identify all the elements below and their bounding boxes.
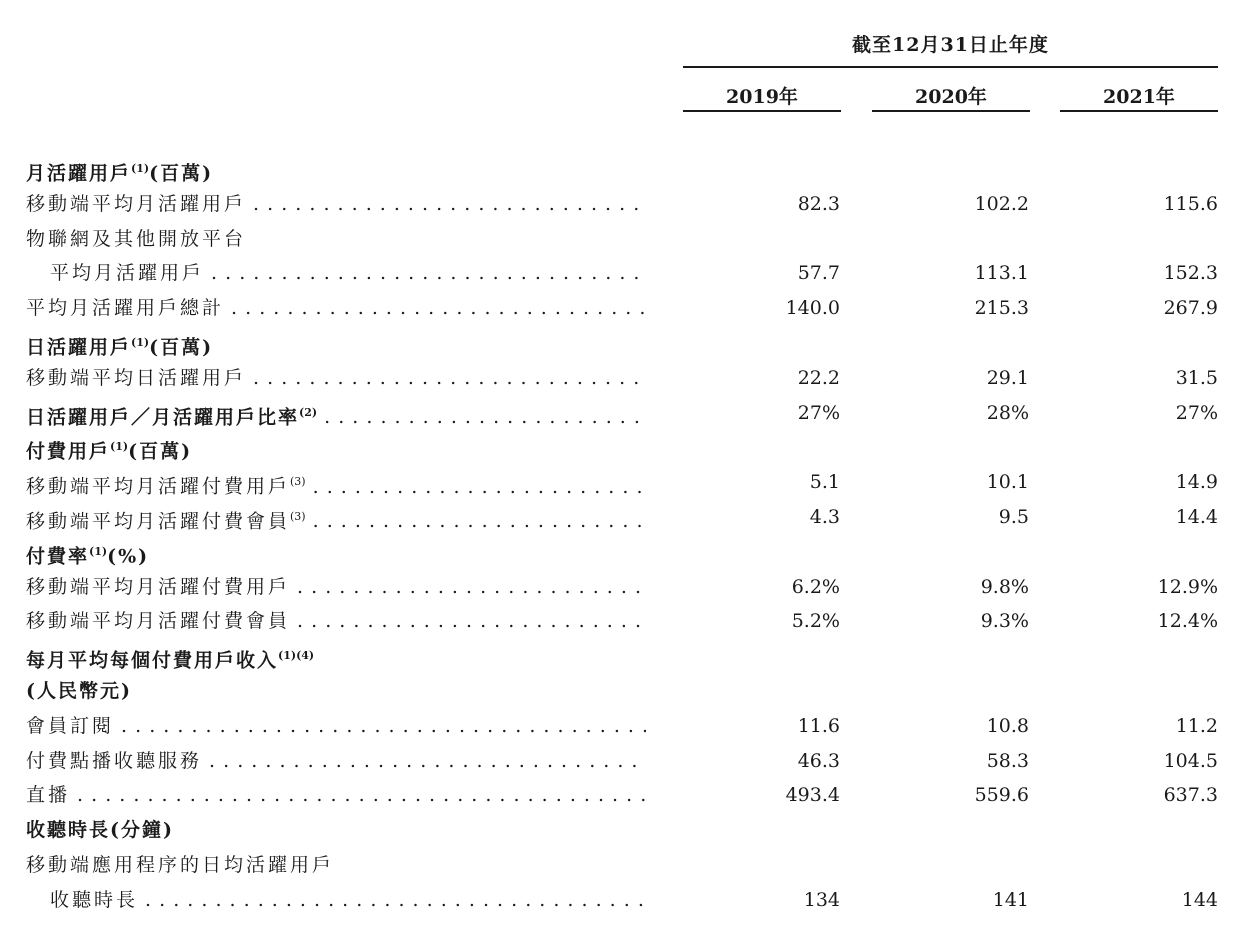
- section-header-row: [0, 152, 1248, 186]
- value-cell-2020年: 28%: [986, 401, 1029, 424]
- table-row: [0, 604, 1248, 638]
- value-cell-2021年: 104.5: [1163, 749, 1218, 772]
- row-label: [26, 326, 646, 360]
- row-label: [26, 709, 646, 743]
- value-cell-2019年: 82.3: [797, 192, 840, 215]
- row-label: [26, 361, 646, 395]
- table-row: [0, 709, 1248, 743]
- row-label: [26, 778, 646, 812]
- value-cell-2021年: 637.3: [1163, 784, 1218, 807]
- value-cell-2019年: 5.1: [809, 471, 840, 494]
- row-label-text: 付費點播收聽服務: [26, 749, 203, 772]
- value-cell-2020年: 10.1: [986, 471, 1029, 494]
- value-cell-2021年: 115.6: [1163, 192, 1218, 215]
- row-label: [26, 674, 646, 708]
- value-cell-2020年: 29.1: [986, 366, 1029, 389]
- row-label: [26, 222, 646, 256]
- value-cell-2021年: 27%: [1175, 401, 1218, 424]
- row-label-text: 移動端應用程序的日均活躍用戶: [26, 854, 335, 876]
- value-cell-2020年: 141: [992, 888, 1029, 911]
- value-cell-2021年: 11.2: [1175, 714, 1218, 737]
- row-label: [26, 396, 646, 430]
- table-row: [0, 500, 1248, 534]
- table-row: [0, 187, 1248, 221]
- footnote-marker: (1): [131, 162, 150, 175]
- year-label: 2020年: [915, 86, 987, 108]
- row-label: [26, 291, 646, 325]
- unit-label: (%): [107, 545, 150, 568]
- row-label-text: 移動端平均月活躍付費會員: [26, 510, 291, 533]
- row-label: [50, 256, 646, 290]
- footnote-marker: (2): [299, 405, 318, 419]
- row-label: [26, 152, 646, 186]
- row-label-text: 每月平均每個付費用戶收入: [26, 649, 279, 672]
- value-cell-2019年: 46.3: [797, 749, 840, 772]
- value-cell-2020年: 113.1: [974, 262, 1029, 285]
- table-row: [0, 361, 1248, 395]
- row-label-text: 會員訂閱: [26, 714, 115, 737]
- section-header-row: [0, 813, 1248, 847]
- row-label-text: 直播: [26, 784, 71, 807]
- value-cell-2019年: 57.7: [797, 262, 840, 285]
- table-row: [0, 256, 1248, 290]
- header-group-title: 截至12月31日止年度: [852, 34, 1049, 56]
- section-header-row: [0, 535, 1248, 569]
- footnote-marker: (1): [110, 440, 129, 454]
- value-cell-2021年: 14.9: [1175, 471, 1218, 494]
- footnote-marker: (1)(4): [278, 649, 315, 663]
- row-label: [26, 500, 646, 534]
- table-row: [0, 291, 1248, 325]
- table-row: [0, 848, 1248, 882]
- table-row: [0, 222, 1248, 256]
- value-cell-2019年: 5.2%: [791, 610, 840, 633]
- unit-label: (百萬): [149, 162, 214, 185]
- row-label-text: 日活躍用戶: [26, 336, 132, 359]
- value-cell-2020年: 9.5: [998, 506, 1029, 528]
- section-header-row: [0, 430, 1248, 464]
- row-label: [50, 883, 646, 917]
- value-cell-2021年: 31.5: [1175, 366, 1218, 389]
- value-cell-2021年: 12.4%: [1157, 610, 1218, 633]
- value-cell-2020年: 9.3%: [980, 610, 1029, 633]
- year-label: 2021年: [1103, 86, 1175, 108]
- row-label-text: 收聽時長: [26, 819, 111, 842]
- row-label: [26, 535, 646, 569]
- value-cell-2019年: 6.2%: [791, 575, 840, 598]
- footnote-marker: (3): [290, 475, 306, 489]
- row-label-text: 付費用戶: [26, 440, 111, 463]
- section-header-row: [0, 326, 1248, 360]
- row-label-text: 移動端平均月活躍付費會員: [26, 610, 291, 633]
- section-header-row: [0, 639, 1248, 673]
- row-label-text: 移動端平均月活躍付費用戶: [26, 575, 291, 598]
- table-row: [0, 570, 1248, 604]
- value-cell-2019年: 27%: [797, 401, 840, 424]
- year-label: 2019年: [726, 86, 798, 108]
- value-cell-2020年: 215.3: [974, 297, 1029, 320]
- footnote-marker: (3): [290, 510, 306, 523]
- value-cell-2019年: 4.3: [809, 506, 840, 528]
- section-header-row: [0, 674, 1248, 708]
- value-cell-2019年: 11.6: [797, 714, 840, 737]
- value-cell-2020年: 9.8%: [980, 575, 1029, 598]
- row-label-text: 移動端平均月活躍付費用戶: [26, 475, 291, 498]
- row-label-text: 付費率: [26, 545, 90, 568]
- value-cell-2021年: 12.9%: [1157, 575, 1218, 598]
- row-label-text: 日活躍用戶／月活躍用戶比率: [26, 405, 300, 428]
- row-label: [26, 465, 646, 499]
- row-label: [26, 848, 646, 882]
- table-row: [0, 396, 1248, 430]
- row-label: [26, 744, 646, 778]
- value-cell-2020年: 559.6: [974, 784, 1029, 807]
- value-cell-2021年: 267.9: [1163, 297, 1218, 320]
- row-label: [26, 813, 646, 847]
- unit-label: (百萬): [128, 440, 193, 463]
- row-label: [26, 570, 646, 604]
- unit-label: (分鐘): [110, 819, 174, 842]
- row-label-text: 月活躍用戶: [26, 162, 132, 185]
- value-cell-2020年: 102.2: [974, 192, 1029, 215]
- row-label-text: 平均月活躍用戶: [50, 262, 205, 285]
- value-cell-2020年: 10.8: [986, 714, 1029, 737]
- value-cell-2019年: 140.0: [785, 297, 840, 320]
- row-label-text: 移動端平均月活躍用戶: [26, 192, 247, 215]
- value-cell-2019年: 22.2: [797, 366, 840, 389]
- row-label-text: 平均月活躍用戶總計: [26, 297, 225, 320]
- table-row: [0, 778, 1248, 812]
- value-cell-2019年: 134: [803, 888, 840, 911]
- row-label: [26, 187, 646, 221]
- table-row: [0, 883, 1248, 917]
- table-row: [0, 744, 1248, 778]
- value-cell-2021年: 14.4: [1175, 506, 1218, 528]
- value-cell-2020年: 58.3: [986, 749, 1029, 772]
- row-label: [26, 430, 646, 464]
- row-label: [26, 639, 646, 673]
- table-row: [0, 465, 1248, 499]
- row-label-text: 收聽時長: [50, 888, 139, 911]
- row-label-text: (人民幣元): [26, 680, 132, 702]
- row-label: [26, 604, 646, 638]
- value-cell-2019年: 493.4: [785, 784, 840, 807]
- value-cell-2021年: 144: [1181, 888, 1218, 911]
- row-label-text: 移動端平均日活躍用戶: [26, 366, 247, 389]
- footnote-marker: (1): [131, 336, 150, 349]
- footnote-marker: (1): [89, 544, 108, 558]
- row-label-text: 物聯網及其他開放平台: [26, 227, 247, 250]
- value-cell-2021年: 152.3: [1163, 262, 1218, 285]
- unit-label: (百萬): [149, 336, 214, 359]
